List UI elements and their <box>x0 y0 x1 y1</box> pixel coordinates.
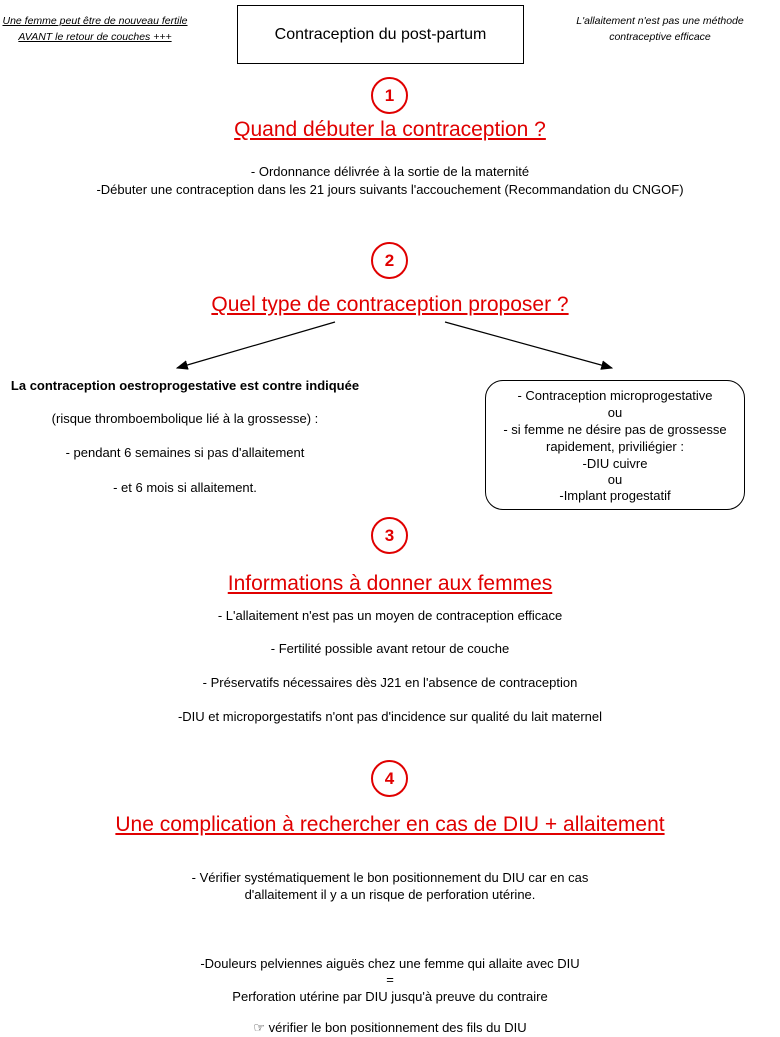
section-3-heading: Informations à donner aux femmes <box>227 572 553 595</box>
section-4-heading: Une complication à rechercher en cas de DIU + allaitement <box>115 813 665 836</box>
section-2-right-line-1: - Contraception microprogestative <box>517 388 713 403</box>
section-3-number: 3 <box>371 517 408 554</box>
section-2-left-line-2: - pendant 6 semaines si pas d'allaitement <box>65 445 305 460</box>
section-2-right-line-4: rapidement, priviliégier : <box>545 439 684 454</box>
section-1-line-1: - Ordonnance délivrée à la sortie de la maternité <box>250 164 530 179</box>
section-2-right-line-3: - si femme ne désire pas de grossesse <box>503 422 727 437</box>
section-3-line-3: - Préservatifs nécessaires dès J21 en l'absence de contraception <box>202 675 578 690</box>
section-4-line-5: Perforation utérine par DIU jusqu'à preuve du contraire <box>232 989 548 1004</box>
section-1-line-2: -Débuter une contraception dans les 21 jours suivants l'accouchement (Recommandation du CNGOF) <box>96 182 684 197</box>
section-2-right-line-5: -DIU cuivre <box>582 456 648 471</box>
section-4-line-2: d'allaitement il y a un risque de perforation utérine. <box>244 887 536 902</box>
section-1-heading: Quand débuter la contraception ? <box>234 118 546 141</box>
section-4-line-4: = <box>386 972 394 987</box>
section-2-left-bold: La contraception oestroprogestative est contre indiquée <box>10 378 360 393</box>
note-left: Une femme peut être de nouveau fertile AVANT le retour de couches +++ <box>2 15 188 43</box>
section-2-right-line-6: ou <box>607 472 623 487</box>
page-title: Contraception du post-partum <box>237 5 524 64</box>
arrow-left <box>177 322 335 368</box>
arrow-right <box>445 322 612 368</box>
section-4-line-1: - Vérifier systématiquement le bon positionnement du DIU car en cas <box>191 870 589 885</box>
section-2-left-line-1: (risque thromboembolique lié à la grossesse) : <box>51 411 319 426</box>
section-4-line-3: -Douleurs pelviennes aiguës chez une femme qui allaite avec DIU <box>200 956 580 971</box>
section-3-line-1: - L'allaitement n'est pas un moyen de contraception efficace <box>217 608 563 623</box>
note-right: L'allaitement n'est pas une méthode contraceptive efficace <box>576 15 744 43</box>
section-2-number: 2 <box>371 242 408 279</box>
section-2-heading: Quel type de contraception proposer ? <box>211 293 569 316</box>
section-3-line-4: -DIU et microporgestatifs n'ont pas d'incidence sur qualité du lait maternel <box>177 709 603 724</box>
section-2-right-line-2: ou <box>607 405 623 420</box>
section-2-left-line-3: - et 6 mois si allaitement. <box>113 480 257 495</box>
section-3-line-2: - Fertilité possible avant retour de couche <box>270 641 510 656</box>
section-4-number: 4 <box>371 760 408 797</box>
section-4-line-6: ☞ vérifier le bon positionnement des fils du DIU <box>253 1020 527 1035</box>
section-2-right-line-7: -Implant progestatif <box>559 488 671 503</box>
section-1-number: 1 <box>371 77 408 114</box>
